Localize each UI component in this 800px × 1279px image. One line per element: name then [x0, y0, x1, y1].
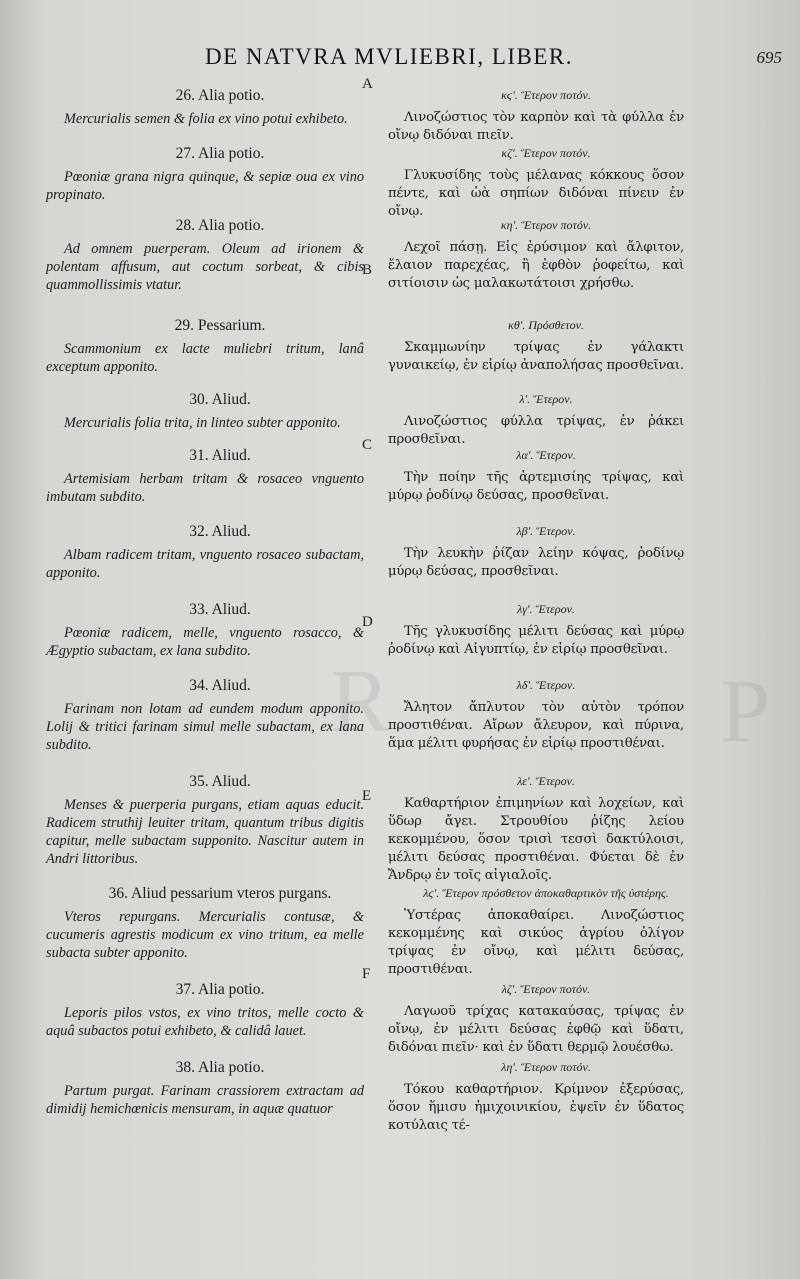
greek-heading: κϛʹ. Ἕτερον ποτόν. [501, 88, 591, 102]
latin-entry [46, 600, 364, 676]
greek-heading: λζʹ. Ἕτερον ποτόν. [501, 982, 591, 996]
latin-text: Farinam non lotam ad eundem modum apponito. Lolij & tritici farinam simul melle subactam, ex lana subdito. [46, 701, 364, 753]
latin-entry [46, 86, 364, 144]
greek-heading: λαʹ. Ἕτερον. [516, 448, 576, 462]
latin-text: Scammonium ex lacte muliebri tritum, lanâ exceptum apponito. [46, 341, 364, 375]
greek-text: Λινοζώστιος φύλλα τρίψας, ἐν ῥάκει προσθεῖναι. [388, 414, 684, 447]
latin-heading: 27. Alia potio. [175, 145, 265, 162]
greek-entry [388, 86, 684, 144]
margin-letter-b: B [362, 262, 373, 278]
greek-entry [388, 446, 684, 522]
latin-text: Pœoniæ grana nigra quinque, & sepiæ oua ex vino propinato. [46, 169, 364, 203]
greek-text: Λινοζώστιος τὸν καρπὸν καὶ τὰ φύλλα ἐν οἴνῳ διδόναι πιεῖν. [388, 110, 684, 143]
greek-heading: κθʹ. Πρόσθετον. [508, 318, 584, 332]
latin-entry [46, 144, 364, 216]
latin-text: Artemisiam herbam tritam & rosaceo vnguento imbutam subdito. [46, 471, 364, 505]
margin-letter-f: F [362, 966, 371, 982]
greek-heading: λεʹ. Ἕτερον. [517, 774, 575, 788]
greek-text: Τόκου καθαρτήριον. Κρίμνον ἐξερύσας, ὅσον ἥμισυ ἡμιχοινικίου, ἑψεῖν ἐν ὕδατος κοτύλαις τέ- [388, 1082, 684, 1133]
greek-column [388, 86, 684, 1134]
latin-entry [46, 316, 364, 390]
margin-letter-a: A [362, 76, 373, 92]
latin-text: Pœoniæ radicem, melle, vnguento rosacco, & Ægyptio subactam, ex lana subdito. [46, 625, 364, 659]
latin-entry [46, 980, 364, 1058]
latin-entry [46, 676, 364, 772]
latin-heading: 37. Alia potio. [175, 981, 265, 998]
running-title: DE NATVRA MVLIEBRI, LIBER. [205, 44, 574, 69]
latin-text: Albam radicem tritam, vnguento rosaceo subactam, apponito. [46, 547, 364, 581]
greek-entry [388, 676, 684, 772]
latin-entry [46, 446, 364, 522]
greek-text: Τῆς γλυκυσίδης μέλιτι δεύσας καὶ μύρῳ ῥοδίνῳ καὶ Αἰγυπτίῳ, ἐν εἰρίῳ προσθεῖναι. [388, 624, 684, 657]
greek-heading: λγʹ. Ἕτερον. [517, 602, 575, 616]
greek-entry [388, 144, 684, 219]
latin-heading: 32. Aliud. [189, 523, 251, 540]
latin-heading: 26. Alia potio. [175, 87, 265, 104]
latin-text: Partum purgat. Farinam crassiorem extractam ad dimidij hemichœnicis mensuram, in aquæ quatuor [46, 1083, 364, 1117]
latin-heading: 35. Aliud. [189, 773, 251, 790]
latin-text: Ad omnem puerperam. Oleum ad irionem & polentam affusum, aut coctum sorbeat, & cibis quammollissimis vtatur. [46, 241, 364, 293]
greek-entry [388, 522, 684, 600]
latin-entry [46, 1058, 364, 1134]
latin-text: Menses & puerperia purgans, etiam aquas educit. Radicem struthij leuiter tritam, quantum tribus digitis capitur, melle subactam supponito. Nascitur autem in Andri littoribus. [46, 797, 364, 867]
greek-heading: κηʹ. Ἕτερον ποτόν. [500, 218, 592, 232]
greek-text: Ὑστέρας ἀποκαθαίρει. Λινοζώστιος κεκομμένης καὶ σικύος ἀγρίου ὀλίγον τρίψας ἐν οἴνῳ, καὶ μέλιτι δεύσας, προστιθέναι. [388, 908, 684, 977]
latin-heading: 29. Pessarium. [174, 317, 266, 334]
bleed-through-letter-p: P [720, 662, 771, 761]
greek-heading: λβʹ. Ἕτερον. [516, 524, 576, 538]
greek-entry [388, 980, 684, 1058]
latin-heading: 31. Aliud. [189, 447, 251, 464]
latin-heading: 34. Aliud. [189, 677, 251, 694]
latin-column [46, 86, 364, 1134]
greek-entry [388, 600, 684, 676]
greek-entry [388, 390, 684, 446]
greek-heading: λδʹ. Ἕτερον. [516, 678, 576, 692]
greek-entry [388, 1058, 684, 1134]
greek-heading: ληʹ. Ἕτερον ποτόν. [501, 1060, 591, 1074]
latin-entry [46, 522, 364, 600]
page-number: 695 [756, 48, 782, 67]
greek-entry [388, 216, 684, 316]
greek-text: Λεχοῖ πάσῃ. Εἰς ἐρύσιμον καὶ ἄλφιτον, ἔλαιον παρεχέας, ἢ ἑφθὸν ῥοφείτω, καὶ σιτίοισιν ὡς μαλακωτάτοισι χρήσθω. [388, 240, 684, 291]
greek-heading: λϛʹ. Ἕτερον πρόσθετον ἀποκαθαρτικὸν τῆς ὑστέρης. [423, 886, 669, 900]
latin-heading: 30. Aliud. [189, 391, 251, 408]
latin-entry [46, 772, 364, 884]
margin-letter-d: D [362, 614, 373, 630]
running-header [0, 44, 800, 74]
greek-entry [388, 772, 684, 884]
greek-entry [388, 316, 684, 390]
greek-text: Ἄλητον ἄπλυτον τὸν αὐτὸν τρόπον προστιθέναι. Αἴρων ἄλευρον, καὶ πύρινα, ἅμα μέλιτι φυρήσας ἐν εἰρίῳ προστιθέναι. [388, 700, 684, 751]
greek-heading: λʹ. Ἕτερον. [519, 392, 573, 406]
latin-text: Vteros repurgans. Mercurialis contusæ, & cucumeris agrestis modicum ex vino tritum, ea melle subacta subter apponito. [46, 909, 364, 961]
greek-text: Τὴν ποίην τῆς ἀρτεμισίης τρίψας, καὶ μύρῳ ῥοδίνῳ δεύσας, προσθεῖναι. [388, 470, 684, 503]
latin-heading: 28. Alia potio. [175, 217, 265, 234]
latin-text: Mercurialis folia trita, in linteo subter apponito. [64, 415, 341, 431]
margin-letter-e: E [362, 788, 372, 804]
latin-heading: 38. Alia potio. [175, 1059, 265, 1076]
latin-heading: 36. Aliud pessarium vteros purgans. [108, 885, 332, 902]
greek-text: Τὴν λευκὴν ῥίζαν λείην κόψας, ῥοδίνῳ μύρῳ δεύσας, προσθεῖναι. [388, 546, 684, 579]
greek-heading: κζʹ. Ἕτερον ποτόν. [501, 146, 591, 160]
margin-letter-c: C [362, 437, 373, 453]
latin-text: Mercurialis semen & folia ex vino potui exhibeto. [64, 111, 348, 127]
greek-entry [388, 884, 684, 980]
greek-text: Καθαρτήριον ἐπιμηνίων καὶ λοχείων, καὶ ὕδωρ ἄγει. Στρουθίου ῥίζης λείου κεκομμένου, ὅσον τρισὶ τεσσὶ δακτύλοισι, μέλιτι δεύσας προστιθέναι. Φύεται δὲ ἐν Ἄνδρῳ ἐν τοῖς αἰγιαλοῖς. [388, 796, 684, 883]
greek-text: Γλυκυσίδης τοὺς μέλανας κόκκους ὅσον πέντε, καὶ ὠὰ σηπίων διδόναι πίνειν ἐν οἴνῳ. [388, 168, 684, 219]
bleed-through-letter-r: R [330, 652, 391, 751]
latin-text: Leporis pilos vstos, ex vino tritos, melle cocto & aquâ subactos potui exhibeto, & calidâ lauet. [46, 1005, 364, 1039]
latin-entry [46, 390, 364, 446]
latin-heading: 33. Aliud. [189, 601, 251, 618]
greek-text: Σκαμμωνίην τρίψας ἐν γάλακτι γυναικείῳ, ἐν εἰρίῳ ἀναπολήσας προσθεῖναι. [388, 340, 684, 373]
greek-text: Λαγωοῦ τρίχας κατακαύσας, τρίψας ἐν οἴνῳ, ἐν μέλιτι δεύσας ἑφθῷ καὶ ὕδατι, διδόναι πιεῖν· καὶ ἐν ὕδατι θερμῷ λουέσθω. [388, 1004, 684, 1055]
latin-entry [46, 216, 364, 316]
latin-entry [46, 884, 364, 980]
